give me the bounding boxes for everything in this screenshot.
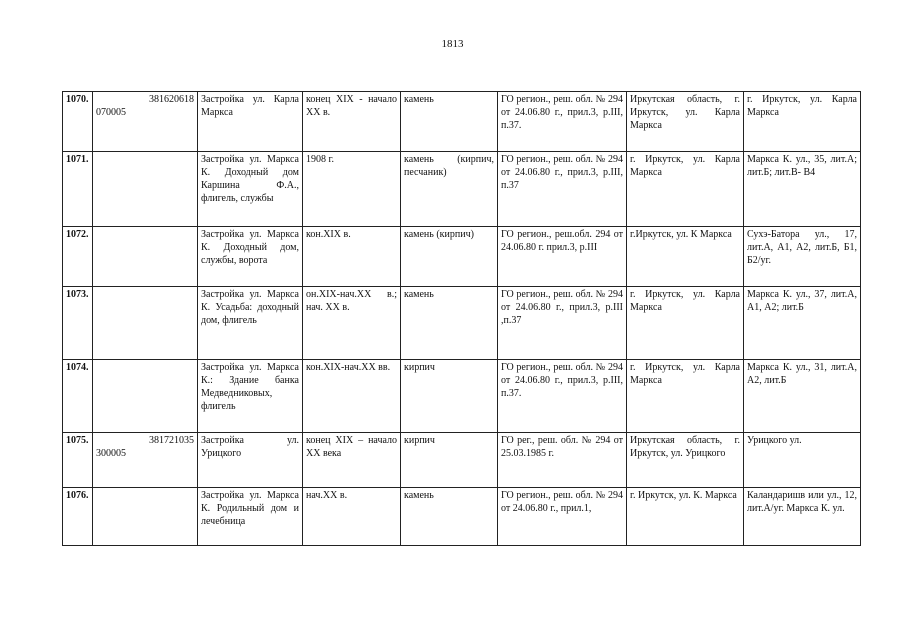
object-date: 1908 г. — [303, 152, 401, 227]
registry-code — [93, 360, 198, 433]
table-row — [63, 227, 861, 287]
object-name: Застройка ул. Маркса К. Доходный дом, службы, ворота — [198, 227, 303, 287]
table-row — [63, 92, 861, 152]
table-row — [63, 433, 861, 488]
object-location: г. Иркутск, ул. Карла Маркса — [627, 360, 744, 433]
object-name: Застройка ул. Маркса К. Родильный дом и лечебница — [198, 488, 303, 546]
object-material: кирпич — [401, 360, 498, 433]
protection-document: ГО регион., реш. обл. № 294 от 24.06.80 г., прил.1, — [498, 488, 627, 546]
protection-document: ГО регион., реш. обл. № 294 от 24.06.80 г., прил.3, р.III, п.37 — [498, 152, 627, 227]
row-number: 1074. — [63, 360, 93, 433]
object-name: Застройка ул. Маркса К. Усадьба: доходный дом, флигель — [198, 287, 303, 360]
object-address: Урицкого ул. — [744, 433, 861, 488]
registry-code — [93, 488, 198, 546]
heritage-registry-table — [62, 91, 861, 546]
protection-document: ГО регион., реш. обл. № 294 от 24.06.80 г., прил.3, р.III, п.37. — [498, 92, 627, 152]
table-row — [63, 488, 861, 546]
protection-document: ГО рег., реш. обл. № 294 от 25.03.1985 г. — [498, 433, 627, 488]
table-row — [63, 152, 861, 227]
registry-code-part: 381620618 — [149, 94, 194, 105]
object-address: Маркса К. ул., 31, лит.А, А2, лит.Б — [744, 360, 861, 433]
object-address: Маркса К. ул., 35, лит.А; лит.Б; лит.В- В4 — [744, 152, 861, 227]
row-number: 1075. — [63, 433, 93, 488]
registry-code — [93, 433, 198, 488]
registry-code-part: 300005 — [96, 448, 126, 459]
row-number: 1071. — [63, 152, 93, 227]
registry-code-part: 381721035 — [149, 435, 194, 446]
object-date: кон.XIX-нач.XX вв. — [303, 360, 401, 433]
object-location: г.Иркутск, ул. К Маркса — [627, 227, 744, 287]
object-material: камень — [401, 287, 498, 360]
object-material: камень — [401, 488, 498, 546]
object-material: камень (кирпич) — [401, 227, 498, 287]
table-row — [63, 360, 861, 433]
object-name: Застройка ул. Маркса К. Доходный дом Каршина Ф.А., флигель, службы — [198, 152, 303, 227]
object-location: г. Иркутск, ул. Карла Маркса — [627, 152, 744, 227]
row-number: 1076. — [63, 488, 93, 546]
object-location: г. Иркутск, ул. К. Маркса — [627, 488, 744, 546]
object-date: он.XIX-нач.XX в.; нач. XX в. — [303, 287, 401, 360]
object-date: кон.XIX в. — [303, 227, 401, 287]
table-row — [63, 287, 861, 360]
row-number: 1070. — [63, 92, 93, 152]
registry-code-part: 070005 — [96, 107, 126, 118]
registry-code — [93, 227, 198, 287]
object-address: г. Иркутск, ул. Карла Маркса — [744, 92, 861, 152]
object-material: кирпич — [401, 433, 498, 488]
registry-code — [93, 152, 198, 227]
object-material: камень (кирпич, песчаник) — [401, 152, 498, 227]
protection-document: ГО регион., реш. обл. № 294 от 24.06.80 г., прил.3, р.III ,п.37 — [498, 287, 627, 360]
object-address: Маркса К. ул., 37, лит.А, А1, А2; лит.Б — [744, 287, 861, 360]
object-location: Иркутская область, г. Иркутск, ул. Карла Маркса — [627, 92, 744, 152]
row-number: 1073. — [63, 287, 93, 360]
object-date: конец XIX - начало XX в. — [303, 92, 401, 152]
object-material: камень — [401, 92, 498, 152]
object-name: Застройка ул. Маркса К.: Здание банка Медведниковых, флигель — [198, 360, 303, 433]
object-location: Иркутская область, г. Иркутск, ул. Урицкого — [627, 433, 744, 488]
registry-code — [93, 287, 198, 360]
object-date: нач.XX в. — [303, 488, 401, 546]
object-address: Каландаришв или ул., 12, лит.А/уг. Маркса К. ул. — [744, 488, 861, 546]
page-number: 1813 — [441, 38, 464, 50]
registry-code — [93, 92, 198, 152]
object-location: г. Иркутск, ул. Карла Маркса — [627, 287, 744, 360]
object-address: Сухэ-Батора ул., 17, лит.А, А1, А2, лит.Б, Б1, Б2/уг. — [744, 227, 861, 287]
object-name: Застройка ул. Карла Маркса — [198, 92, 303, 152]
object-date: конец XIX – начало XX века — [303, 433, 401, 488]
object-name: Застройка ул. Урицкого — [198, 433, 303, 488]
protection-document: ГО регион., реш. обл. № 294 от 24.06.80 г., прил.3, р.III, п.37. — [498, 360, 627, 433]
row-number: 1072. — [63, 227, 93, 287]
protection-document: ГО регион., реш.обл. 294 от 24.06.80 г. прил.3, р.III — [498, 227, 627, 287]
